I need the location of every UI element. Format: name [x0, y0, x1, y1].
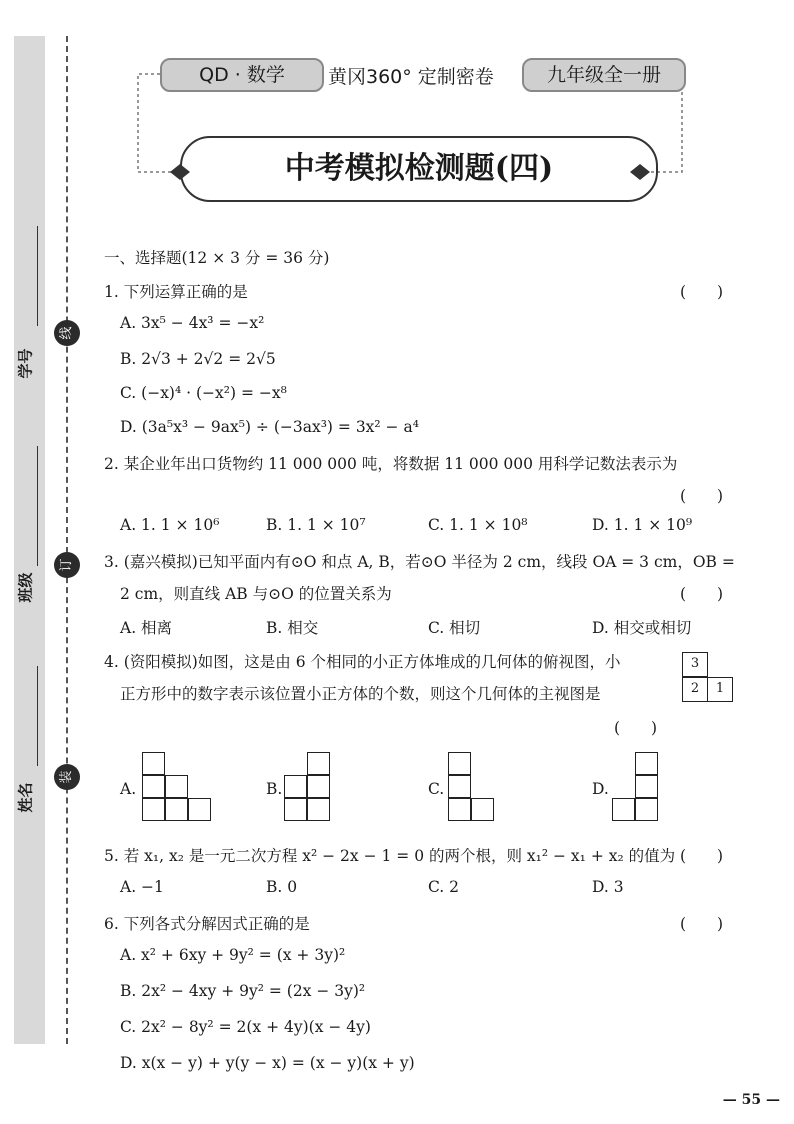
student-id-line	[37, 226, 38, 326]
student-id-label: 学号	[16, 348, 35, 379]
q1-option-d: D. (3a⁵x³ − 9ax⁵) ÷ (−3ax³) = 3x² − a⁴	[120, 418, 419, 436]
q1-answer-paren[interactable]: ( )	[680, 283, 724, 301]
q3-option-b: B. 相交	[266, 619, 319, 637]
q4-option-b-figure	[284, 752, 356, 824]
q4-stem-line1: 4. (资阳模拟)如图，这是由 6 个相同的小正方体堆成的几何体的俯视图，小	[104, 653, 621, 671]
q6-option-b: B. 2x² − 4xy + 9y² = (2x − 3y)²	[120, 982, 366, 1000]
grade-pill: 九年级全一册	[522, 58, 686, 92]
q3-option-c: C. 相切	[428, 619, 481, 637]
q4-option-d-label: D.	[592, 780, 609, 798]
q4-option-a-figure	[142, 752, 214, 824]
binding-mark-staple: 订	[54, 552, 80, 578]
q5-option-a: A. −1	[120, 878, 164, 896]
q3-stem-line1: 3. (嘉兴模拟)已知平面内有⊙O 和点 A, B，若⊙O 半径为 2 cm，线段 OA = 3 cm，OB =	[104, 553, 735, 571]
page-number: — 55 —	[722, 1092, 780, 1108]
class-label: 班级	[16, 572, 35, 603]
q5-stem: 5. 若 x₁, x₂ 是一元二次方程 x² − 2x − 1 = 0 的两个根，则 x₁² − x₁ + x₂ 的值为	[104, 847, 676, 865]
binding-mark-bind: 装	[54, 764, 80, 790]
class-line	[37, 446, 38, 566]
subject-pill: QD · 数学	[160, 58, 324, 92]
q2-option-d: D. 1. 1 × 10⁹	[592, 516, 693, 534]
q3-stem-line2: 2 cm，则直线 AB 与⊙O 的位置关系为	[120, 585, 392, 603]
q6-option-d: D. x(x − y) + y(y − x) = (x − y)(x + y)	[120, 1054, 415, 1072]
q2-answer-paren[interactable]: ( )	[680, 487, 724, 505]
q4-answer-paren[interactable]: ( )	[614, 719, 658, 737]
q6-answer-paren[interactable]: ( )	[680, 915, 724, 933]
q6-stem: 6. 下列各式分解因式正确的是	[104, 915, 310, 933]
name-label: 姓名	[16, 782, 35, 813]
top-view-cell-1: 1	[707, 677, 733, 702]
q3-option-d: D. 相交或相切	[592, 619, 692, 637]
q4-option-c-figure	[448, 752, 520, 824]
q4-option-b-label: B.	[266, 780, 283, 798]
q2-option-c: C. 1. 1 × 10⁸	[428, 516, 528, 534]
page-title: 中考模拟检测题(四)	[180, 136, 658, 202]
top-view-cell-3: 3	[682, 652, 708, 677]
q4-stem-line2: 正方形中的数字表示该位置小正方体的个数，则这个几何体的主视图是	[120, 685, 601, 703]
section-heading: 一、选择题(12 × 3 分 = 36 分)	[104, 249, 330, 267]
q4-option-c-label: C.	[428, 780, 445, 798]
name-line	[37, 666, 38, 766]
brand-text: 黄冈360° 定制密卷	[328, 66, 494, 88]
q6-option-a: A. x² + 6xy + 9y² = (x + 3y)²	[120, 946, 346, 964]
q2-option-a: A. 1. 1 × 10⁶	[120, 516, 220, 534]
q1-option-b: B. 2√3 + 2√2 = 2√5	[120, 350, 276, 368]
q2-option-b: B. 1. 1 × 10⁷	[266, 516, 366, 534]
q4-option-d-figure	[612, 752, 684, 824]
q1-stem: 1. 下列运算正确的是	[104, 283, 248, 301]
top-view-cell-2: 2	[682, 677, 708, 702]
binding-dash-line	[66, 36, 68, 1044]
q5-option-c: C. 2	[428, 878, 460, 896]
binding-mark-line: 线	[54, 320, 80, 346]
q5-answer-paren[interactable]: ( )	[680, 847, 724, 865]
q6-option-c: C. 2x² − 8y² = 2(x + 4y)(x − 4y)	[120, 1018, 371, 1036]
q4-option-a-label: A.	[120, 780, 137, 798]
q3-answer-paren[interactable]: ( )	[680, 585, 724, 603]
q4-top-view-figure	[682, 652, 736, 706]
q1-option-c: C. (−x)⁴ · (−x²) = −x⁸	[120, 384, 287, 402]
q1-option-a: A. 3x⁵ − 4x³ = −x²	[120, 314, 265, 332]
binding-sidebar	[14, 36, 45, 1044]
q5-option-d: D. 3	[592, 878, 624, 896]
q2-stem: 2. 某企业年出口货物约 11 000 000 吨，将数据 11 000 000 用科学记数法表示为	[104, 455, 678, 473]
q5-option-b: B. 0	[266, 878, 298, 896]
q3-option-a: A. 相离	[120, 619, 173, 637]
